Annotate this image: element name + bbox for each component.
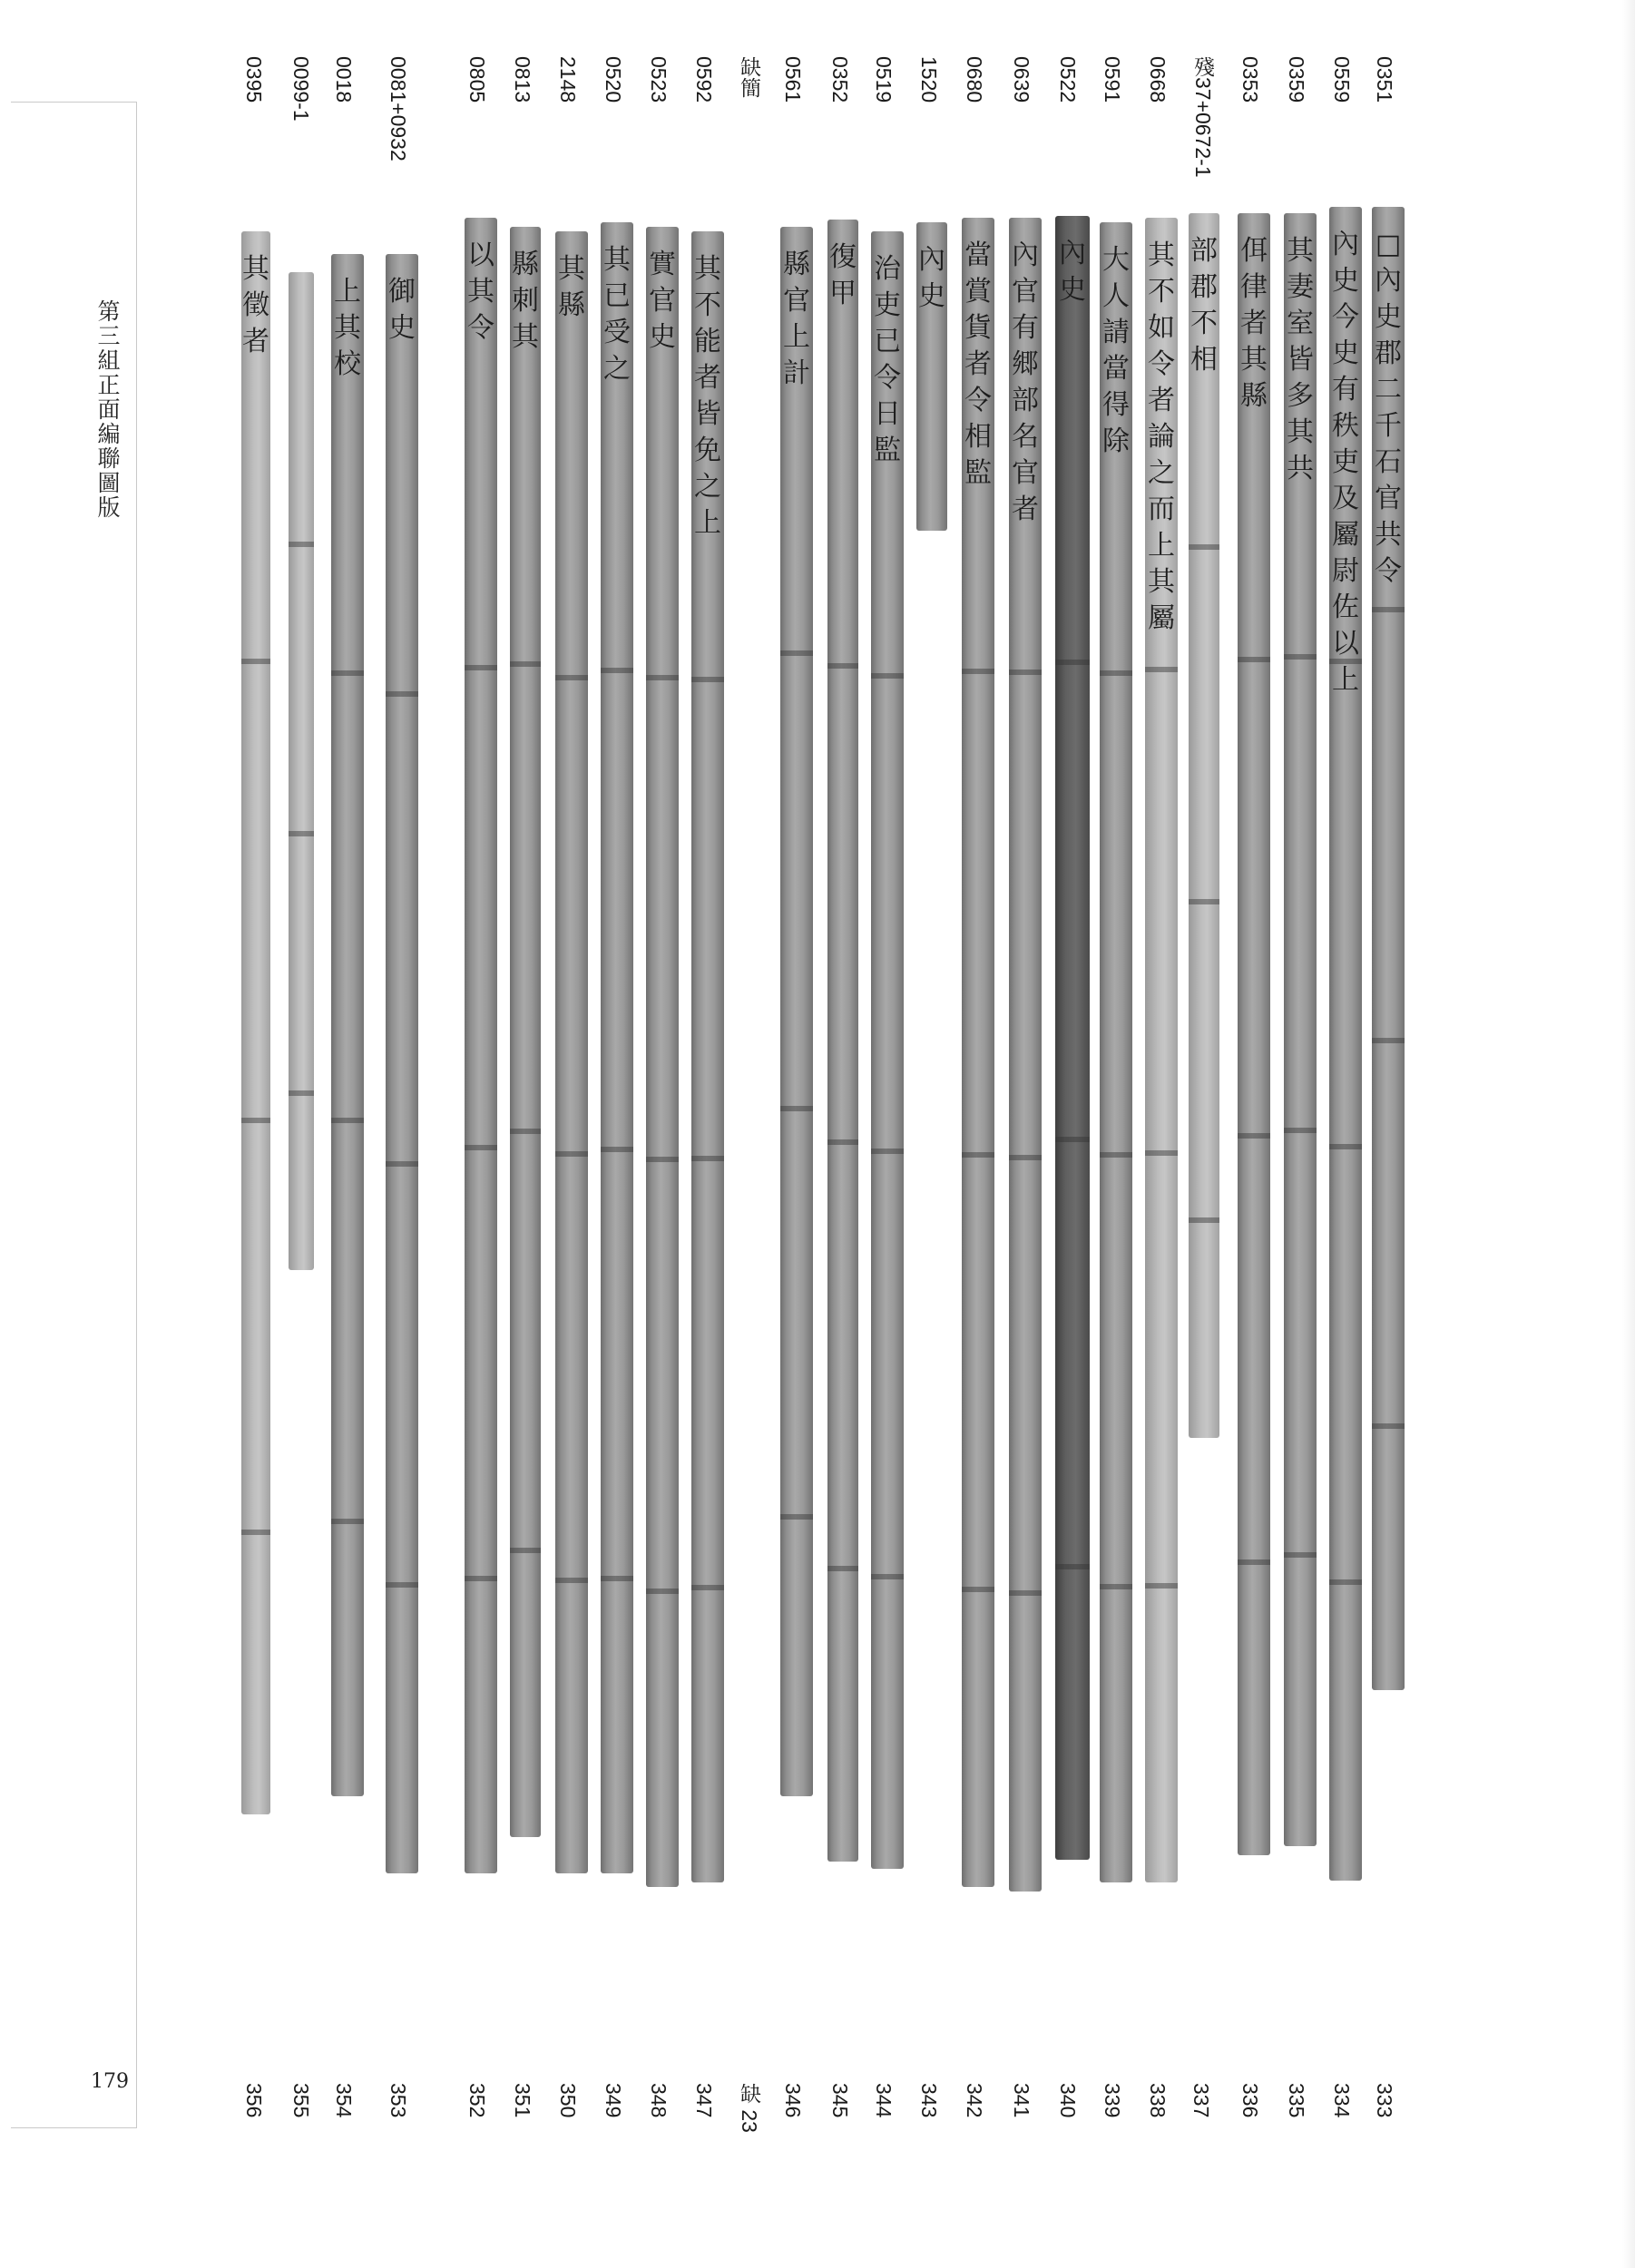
bamboo-node: [1100, 1584, 1132, 1589]
bamboo-node: [1145, 1583, 1178, 1589]
slip-text: 其不能者皆免之上: [694, 253, 721, 539]
bamboo-slip-image: [691, 231, 724, 1882]
bamboo-node: [241, 1118, 270, 1123]
bamboo-slip-image: [241, 231, 270, 1814]
bamboo-node: [386, 1161, 418, 1167]
bamboo-slip-image: [646, 227, 679, 1887]
bamboo-node: [1284, 1128, 1317, 1133]
slip-sequence-number: 343: [917, 2083, 941, 2118]
bamboo-node: [1372, 1038, 1405, 1043]
slip-sequence-number: 344: [872, 2083, 896, 2118]
bamboo-node: [1238, 1133, 1270, 1139]
slip-text: 實官史: [649, 249, 676, 353]
slip-catalog-number: 0519: [872, 56, 896, 103]
bamboo-node: [691, 1585, 724, 1590]
slip-sequence-number: 340: [1056, 2083, 1080, 2118]
bamboo-slip-image: [1284, 213, 1317, 1846]
slip-text: 其縣: [558, 253, 585, 321]
slip-catalog-number: 0639: [1010, 56, 1033, 103]
slip-text: 內史: [1059, 238, 1086, 306]
bamboo-node: [555, 1151, 588, 1157]
bamboo-slip-image: [827, 220, 858, 1862]
bamboo-node: [601, 668, 633, 673]
slip-text: 縣刺其: [512, 249, 539, 353]
bamboo-node: [1009, 1155, 1042, 1160]
bamboo-slip-image: [331, 254, 364, 1796]
bamboo-node: [1372, 607, 1405, 612]
bamboo-slip-image: [1055, 216, 1090, 1860]
slip-sequence-number: 336: [1238, 2083, 1262, 2118]
section-title: 第三組正面編聯圖版: [94, 299, 121, 520]
bamboo-node: [331, 1118, 364, 1123]
slip-text: 其妻室皆多其共: [1287, 235, 1314, 484]
bamboo-slip-image: [1372, 207, 1405, 1690]
slip-text: 其不如令者論之而上其屬: [1148, 240, 1175, 634]
bamboo-node: [871, 673, 904, 679]
slip-sequence-number: 333: [1373, 2083, 1396, 2118]
slip-sequence-number: 349: [602, 2083, 625, 2118]
slip-sequence-number: 345: [828, 2083, 852, 2118]
slip-sequence-number: 354: [332, 2083, 356, 2118]
bamboo-node: [1372, 1423, 1405, 1429]
slip-catalog-number: 0081+0932: [387, 56, 410, 161]
bamboo-slip-image: [1238, 213, 1270, 1855]
bamboo-node: [1009, 670, 1042, 675]
bamboo-node: [1055, 1564, 1090, 1569]
slip-text: 其已受之: [603, 244, 631, 385]
bamboo-slip-image: [780, 227, 813, 1796]
bamboo-slip-image: [289, 272, 314, 1270]
slip-text: □內史郡二千石官共令: [1375, 229, 1402, 587]
bamboo-node: [1009, 1590, 1042, 1596]
bamboo-node: [646, 675, 679, 680]
slip-text: 復甲: [829, 241, 857, 309]
slip-catalog-number: 0523: [647, 56, 671, 103]
slip-sequence-number: 341: [1010, 2083, 1033, 2118]
bamboo-node: [331, 670, 364, 676]
bamboo-slip-image: [510, 227, 541, 1837]
bamboo-node: [555, 675, 588, 680]
bamboo-node: [1284, 1552, 1317, 1558]
bamboo-node: [1189, 899, 1219, 904]
bamboo-node: [510, 1548, 541, 1553]
bamboo-slip-image: [871, 231, 904, 1869]
scan-edge: [1622, 0, 1635, 2268]
bamboo-node: [465, 1576, 497, 1581]
slip-catalog-number: 0351: [1373, 56, 1396, 103]
bamboo-node: [1189, 544, 1219, 550]
slip-text: 內史今史有秩吏及屬尉佐以上: [1332, 229, 1359, 696]
slip-catalog-number: 0359: [1285, 56, 1308, 103]
bamboo-node: [1284, 654, 1317, 660]
slip-sequence-number: 351: [511, 2083, 534, 2118]
bamboo-node: [646, 1589, 679, 1594]
slip-sequence-number: 346: [781, 2083, 805, 2118]
bamboo-node: [1145, 667, 1178, 672]
bamboo-node: [691, 1156, 724, 1161]
bamboo-slip-image: [386, 254, 418, 1873]
slip-catalog-number: 0353: [1238, 56, 1262, 103]
slip-sequence-number: 338: [1146, 2083, 1170, 2118]
slip-text: 內官有郷部名官者: [1012, 240, 1039, 525]
slip-catalog-number: 0352: [828, 56, 852, 103]
slip-catalog-number: 殘37+0672-1: [1191, 56, 1215, 178]
page-number: 179: [91, 2070, 129, 2093]
slip-text: 部郡不相: [1190, 235, 1218, 376]
bamboo-slip-image: [962, 218, 994, 1887]
slip-catalog-number: 缺簡: [738, 56, 761, 98]
bamboo-node: [962, 669, 994, 674]
bamboo-node: [780, 1106, 813, 1111]
slip-catalog-number: 0592: [692, 56, 716, 103]
bamboo-node: [827, 1566, 858, 1571]
slip-sequence-number: 339: [1101, 2083, 1124, 2118]
bamboo-slip-image: [1009, 218, 1042, 1892]
bamboo-node: [386, 691, 418, 697]
slip-catalog-number: 0680: [963, 56, 986, 103]
slip-text: 當賞貨者令相監: [964, 240, 992, 489]
slip-catalog-number: 0559: [1330, 56, 1354, 103]
slip-catalog-number: 0395: [242, 56, 266, 103]
slip-sequence-number: 347: [692, 2083, 716, 2118]
bamboo-node: [1100, 670, 1132, 676]
bamboo-node: [331, 1519, 364, 1524]
slip-catalog-number: 0099-1: [289, 56, 313, 122]
bamboo-node: [962, 1587, 994, 1592]
bamboo-node: [241, 659, 270, 664]
bamboo-slip-image: [1145, 218, 1178, 1882]
slip-sequence-number: 335: [1285, 2083, 1308, 2118]
bamboo-node: [1329, 659, 1362, 664]
slip-sequence-number: 334: [1330, 2083, 1354, 2118]
bamboo-node: [827, 1139, 858, 1145]
bamboo-slip-image: [465, 218, 497, 1873]
bamboo-node: [780, 650, 813, 656]
bamboo-node: [1055, 660, 1090, 665]
bamboo-node: [871, 1149, 904, 1154]
bamboo-slip-image: [555, 231, 588, 1873]
slip-catalog-number: 0520: [602, 56, 625, 103]
bamboo-node: [1329, 1579, 1362, 1585]
bamboo-node: [1238, 1559, 1270, 1565]
bamboo-node: [601, 1576, 633, 1581]
bamboo-slip-image: [601, 222, 633, 1873]
bamboo-node: [289, 1090, 314, 1096]
slip-text: 治吏已令日監: [874, 253, 901, 466]
slip-sequence-number: 353: [387, 2083, 410, 2118]
slip-sequence-number: 342: [963, 2083, 986, 2118]
bamboo-slip-image: [1100, 222, 1132, 1882]
slip-text: 佴律者其縣: [1240, 235, 1268, 412]
bamboo-node: [601, 1147, 633, 1152]
slip-catalog-number: 0805: [465, 56, 489, 103]
bamboo-node: [510, 661, 541, 667]
slip-sequence-number: 337: [1190, 2083, 1213, 2118]
bamboo-node: [1145, 1150, 1178, 1156]
bamboo-node: [780, 1514, 813, 1520]
bamboo-slip-image: [1329, 207, 1362, 1881]
bamboo-node: [1238, 657, 1270, 662]
bamboo-node: [691, 677, 724, 682]
slip-text: 御史: [388, 276, 416, 344]
bamboo-node: [1329, 1144, 1362, 1149]
slip-sequence-number: 缺 23: [738, 2083, 761, 2133]
slip-sequence-number: 350: [556, 2083, 580, 2118]
slip-sequence-number: 352: [465, 2083, 489, 2118]
bamboo-node: [1055, 1137, 1090, 1142]
slip-catalog-number: 0561: [781, 56, 805, 103]
bamboo-slip-image: [1189, 213, 1219, 1438]
bamboo-node: [510, 1129, 541, 1134]
slip-sequence-number: 356: [242, 2083, 266, 2118]
bamboo-node: [465, 1145, 497, 1150]
slip-catalog-number: 1520: [917, 56, 941, 103]
bamboo-node: [555, 1578, 588, 1583]
slip-catalog-number: 0813: [511, 56, 534, 103]
slip-text: 內史: [918, 244, 945, 312]
slip-text: 大人請當得除: [1102, 244, 1130, 457]
slip-catalog-number: 0018: [332, 56, 356, 103]
slip-sequence-number: 355: [289, 2083, 313, 2118]
bamboo-node: [465, 665, 497, 670]
slip-catalog-number: 0522: [1056, 56, 1080, 103]
bamboo-node: [289, 831, 314, 836]
slip-catalog-number: 0668: [1146, 56, 1170, 103]
bamboo-node: [962, 1152, 994, 1158]
bamboo-node: [646, 1157, 679, 1162]
bamboo-node: [386, 1582, 418, 1588]
slip-text: 縣官上計: [783, 249, 810, 389]
slip-text: 以其令: [467, 240, 494, 344]
bamboo-node: [1189, 1217, 1219, 1223]
bamboo-node: [827, 663, 858, 669]
bamboo-node: [871, 1574, 904, 1579]
bamboo-node: [1100, 1152, 1132, 1158]
slip-catalog-number: 2148: [556, 56, 580, 103]
bamboo-node: [241, 1530, 270, 1535]
slip-catalog-number: 0591: [1101, 56, 1124, 103]
slip-text: 上其校: [334, 276, 361, 380]
slip-sequence-number: 348: [647, 2083, 671, 2118]
slip-text: 其徵者: [242, 253, 269, 357]
bamboo-node: [289, 542, 314, 547]
bamboo-slip-image: [916, 222, 947, 531]
